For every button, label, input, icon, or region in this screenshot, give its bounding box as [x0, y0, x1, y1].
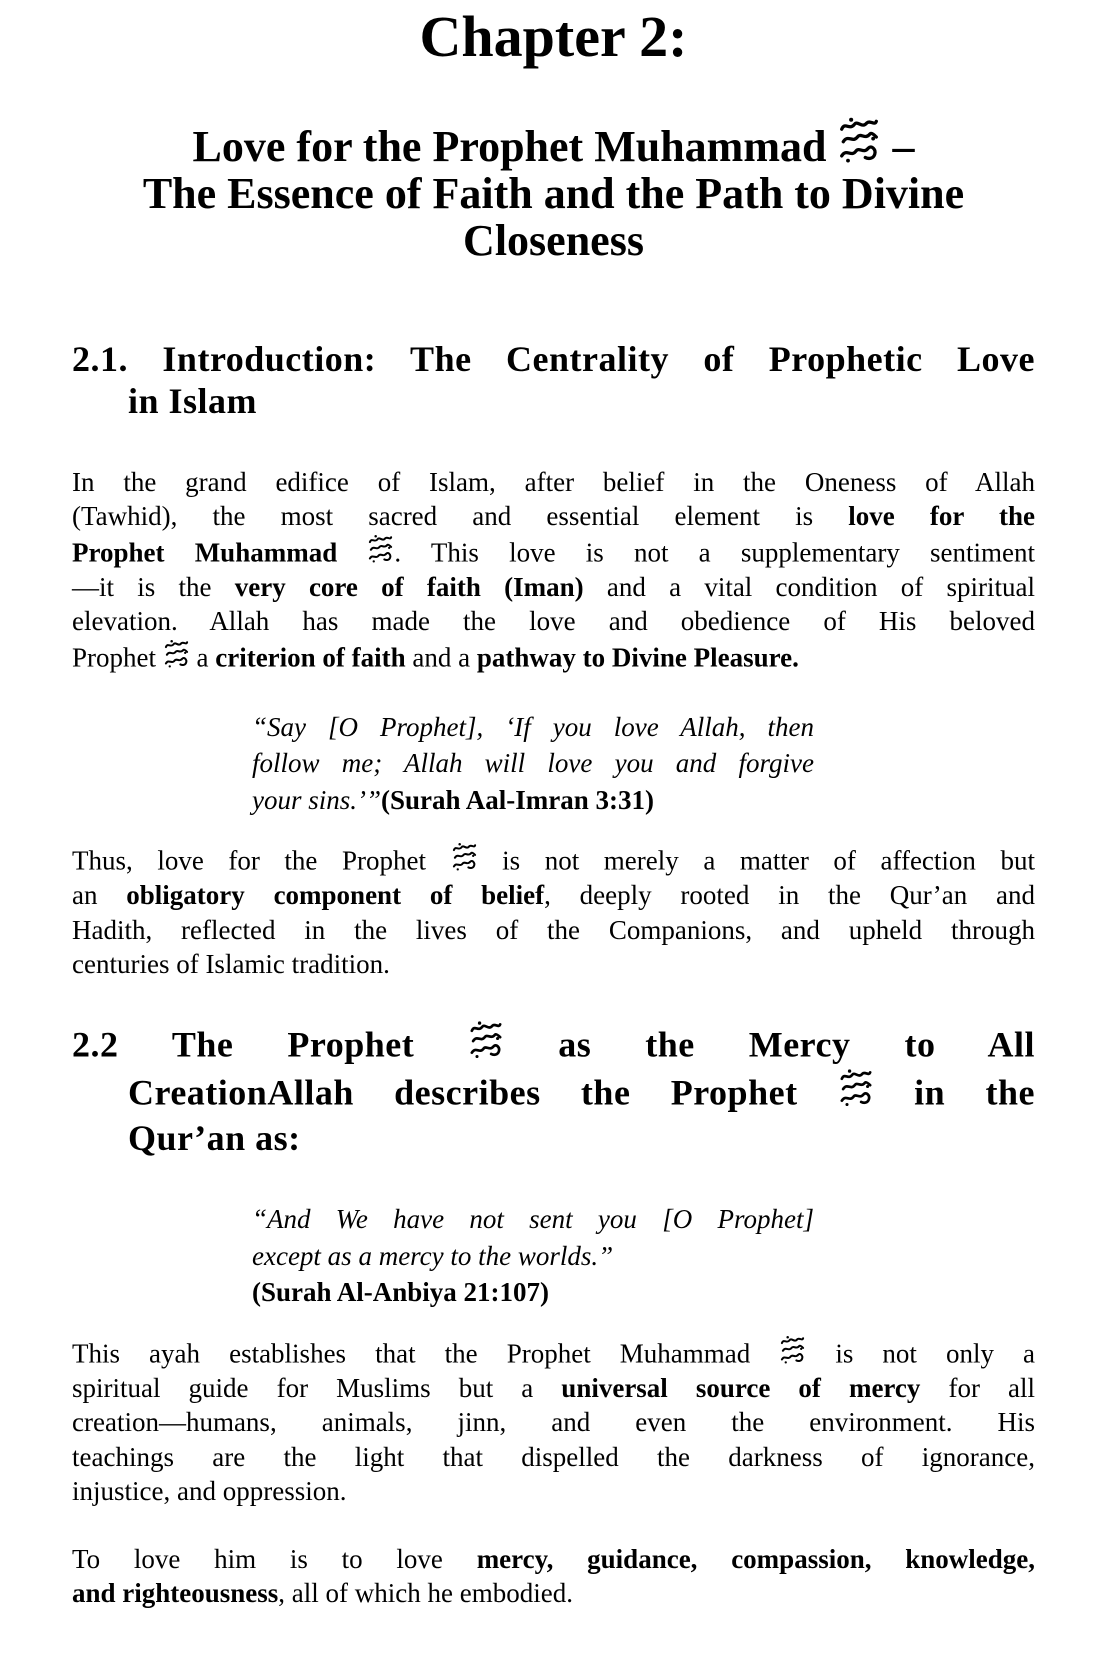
text-segment: in Islam	[128, 380, 258, 421]
text-segment: The Essence of Faith and the Path to Divine	[142, 168, 965, 218]
text-line	[72, 1576, 1035, 1611]
text-line	[72, 570, 1035, 605]
text-segment: 2.1. Introduction: The Centrality of Prophetic Love	[72, 338, 1035, 379]
text-line	[72, 217, 1035, 264]
text-segment: (Surah Aal-Imran 3:31)	[381, 784, 655, 815]
text-segment: centuries of Islamic tradition.	[72, 949, 390, 980]
text-segment: and a vital condition of spiritual	[583, 571, 1035, 602]
text-line	[72, 1405, 1035, 1440]
text-segment: Qur’an as:	[128, 1118, 301, 1159]
text-line	[72, 842, 1035, 878]
text-line	[72, 1115, 1035, 1161]
text-line	[72, 1068, 1035, 1116]
text-segment: obligatory component of belief	[126, 880, 545, 911]
pbuh-honorific-icon	[779, 1335, 806, 1365]
text-line	[72, 878, 1035, 913]
text-line	[72, 1440, 1035, 1475]
text-segment: universal source of mercy	[561, 1372, 921, 1403]
text-segment: your sins.’”	[252, 784, 382, 815]
text-segment: (Surah Al-Anbiya 21:107)	[252, 1277, 550, 1308]
text-segment: (Tawhid), the most sacred and essential element is	[72, 501, 849, 532]
section-2-1-heading	[72, 338, 1035, 422]
text-line	[72, 1542, 1035, 1577]
chapter-subtitle	[72, 116, 1035, 264]
pbuh-honorific-icon	[367, 534, 394, 564]
chapter-title: Chapter 2:	[419, 4, 688, 69]
text-segment: pathway to Divine Pleasure.	[476, 642, 799, 673]
text-line	[252, 782, 814, 819]
text-segment: , all of which he embodied.	[278, 1578, 573, 1609]
text-segment: in the	[873, 1072, 1036, 1113]
paragraph-love-embodied	[72, 1542, 1035, 1611]
paragraph-obligatory-belief	[72, 842, 1035, 982]
text-line	[252, 1238, 814, 1275]
text-line	[72, 1371, 1035, 1406]
text-segment: In the grand edifice of Islam, after belief in the Oneness of Allah	[72, 466, 1035, 497]
text-line	[252, 1201, 814, 1238]
section-2-2-heading	[72, 1020, 1035, 1161]
text-segment: a	[189, 642, 216, 673]
text-line	[72, 499, 1035, 534]
text-segment: love for the	[848, 501, 1035, 532]
text-segment: . This love is not a supplementary sentiment	[394, 537, 1035, 568]
pbuh-honorific-icon	[838, 1068, 874, 1108]
text-segment: 2.2 The Prophet	[72, 1024, 469, 1065]
text-segment: very core of faith (Iman)	[234, 571, 584, 602]
text-segment: “Say [O Prophet], ‘If you love Allah, then	[252, 711, 814, 742]
text-segment: Prophet	[72, 642, 163, 673]
pbuh-honorific-icon	[468, 1020, 504, 1060]
text-segment: This ayah establishes that the Prophet Muhammad	[72, 1338, 780, 1369]
text-line	[72, 913, 1035, 948]
text-line	[72, 604, 1035, 639]
text-line	[72, 1474, 1035, 1509]
text-segment: injustice, and oppression.	[72, 1476, 347, 1507]
text-segment: Love for the Prophet Muhammad	[192, 121, 838, 171]
text-line	[72, 1020, 1035, 1068]
text-segment: Thus, love for the Prophet	[72, 845, 451, 876]
pbuh-honorific-icon	[837, 116, 881, 164]
text-segment: —it is the	[72, 571, 235, 602]
text-segment: is not only a	[806, 1338, 1035, 1369]
text-line	[72, 1335, 1035, 1371]
text-line	[252, 745, 814, 782]
quran-quote-aal-imran	[252, 709, 814, 819]
text-segment: CreationAllah describes the Prophet	[128, 1072, 838, 1113]
text-segment: is not merely a matter of affection but	[477, 845, 1035, 876]
text-segment: creation—humans, animals, jinn, and even the environment. His	[72, 1407, 1035, 1438]
text-segment: , deeply rooted in the Qur’an and	[544, 880, 1036, 911]
text-segment: teachings are the light that dispelled the darkness of ignorance,	[72, 1441, 1035, 1472]
quran-quote-al-anbiya	[252, 1201, 814, 1311]
text-segment: Prophet Muhammad	[72, 537, 368, 568]
text-segment: except as a mercy to the worlds.”	[252, 1240, 614, 1271]
paragraph-universal-mercy	[72, 1335, 1035, 1509]
text-segment: follow me; Allah will love you and forgive	[252, 748, 814, 779]
text-segment: Closeness	[463, 215, 644, 265]
text-segment: “And We have not sent you [O Prophet]	[252, 1204, 814, 1235]
text-line	[72, 639, 1035, 675]
text-segment: Hadith, reflected in the lives of the Companions, and upheld through	[72, 914, 1035, 945]
text-segment: an	[72, 880, 127, 911]
text-line	[252, 1274, 814, 1311]
text-segment: as the Mercy to All	[504, 1024, 1035, 1065]
pbuh-honorific-icon	[451, 842, 478, 872]
text-line	[72, 170, 1035, 217]
pbuh-honorific-icon	[163, 639, 190, 669]
text-line	[72, 947, 1035, 982]
text-segment: criterion of faith	[215, 642, 406, 673]
text-line	[72, 534, 1035, 570]
text-line	[72, 465, 1035, 500]
paragraph-intro	[72, 465, 1035, 675]
text-segment: elevation. Allah has made the love and obedience of His beloved	[72, 606, 1035, 637]
text-segment: and a	[405, 642, 477, 673]
text-line	[72, 116, 1035, 170]
text-segment: for all	[920, 1372, 1035, 1403]
text-line	[72, 380, 1035, 422]
text-segment: mercy, guidance, compassion, knowledge,	[476, 1543, 1036, 1574]
text-line	[252, 709, 814, 746]
text-segment: –	[881, 121, 915, 171]
text-segment: spiritual guide for Muslims but a	[72, 1372, 562, 1403]
text-segment: To love him is to love	[72, 1543, 477, 1574]
text-line	[72, 338, 1035, 380]
text-segment: and righteousness	[72, 1578, 279, 1609]
